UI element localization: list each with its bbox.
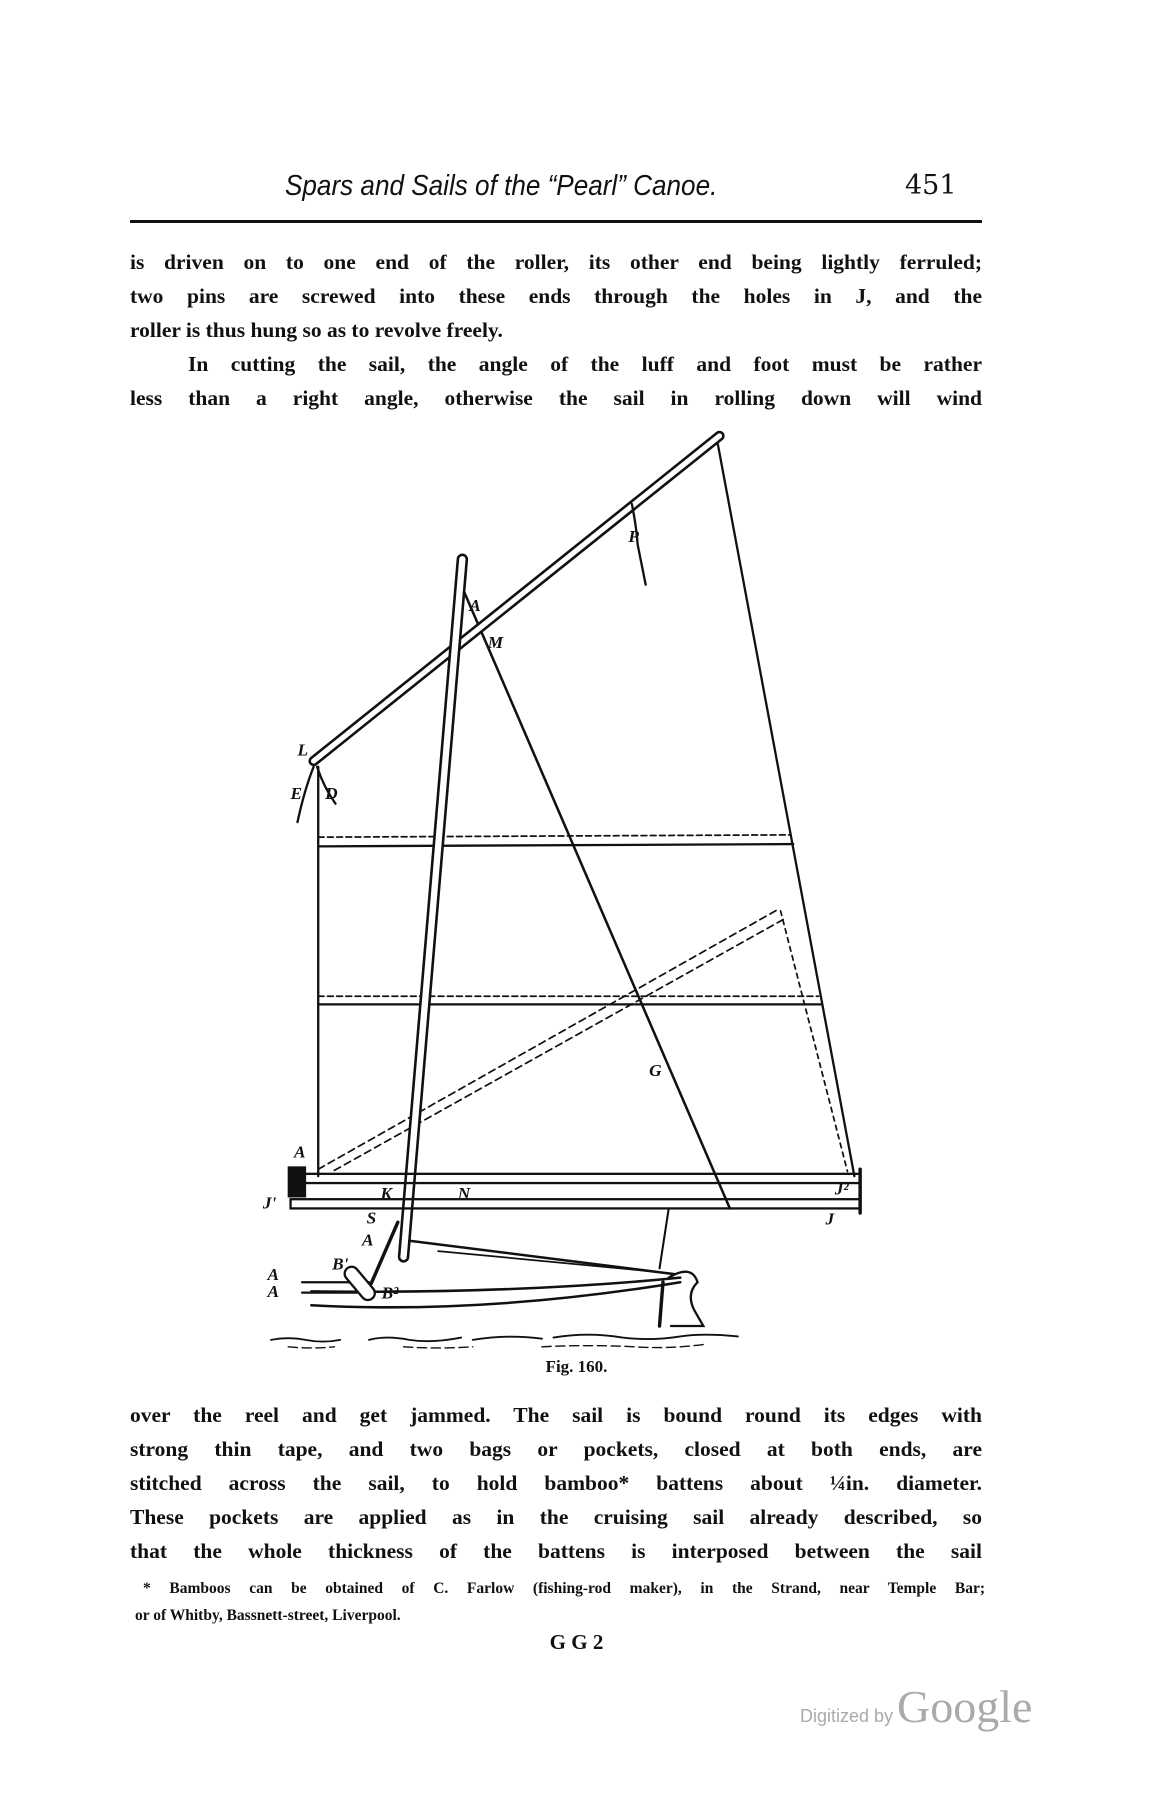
label-b2: B² xyxy=(381,1283,399,1303)
label-j-prime: J' xyxy=(262,1193,277,1213)
text-line: roller is thus hung so as to revolve freely. xyxy=(130,318,503,342)
label-b-prime: B' xyxy=(332,1254,349,1274)
text-line: is driven on to one end of the roller, its other end being lightly ferruled; xyxy=(130,250,982,274)
label-a: A xyxy=(362,1230,374,1250)
google-watermark xyxy=(800,1680,1032,1733)
label-s: S xyxy=(366,1208,377,1228)
label-n: N xyxy=(457,1184,471,1204)
roller-boom xyxy=(297,1174,860,1183)
text-line: two pins are screwed into these ends through the holes in J, and the xyxy=(130,284,982,308)
running-header-title: Spars and Sails of the “Pearl” Canoe. xyxy=(285,170,718,202)
label-a: A xyxy=(267,1282,280,1302)
figure-caption: Fig. 160. xyxy=(545,1357,608,1376)
label-a: A xyxy=(267,1264,280,1284)
text-line: that the whole thickness of the battens is interposed between the sail xyxy=(130,1539,982,1563)
label-m: M xyxy=(487,633,504,653)
label-j2: J² xyxy=(834,1179,849,1199)
watermark-prefix: Digitized by xyxy=(800,1706,894,1726)
reefed-luff-dashed xyxy=(318,909,779,1170)
label-g: G xyxy=(649,1060,662,1080)
text-line: In cutting the sail, the angle of the luff and foot must be rather xyxy=(188,352,982,376)
rudder xyxy=(669,1272,704,1326)
signature-mark: G G 2 xyxy=(549,1630,604,1654)
page-number: 451 xyxy=(905,170,957,201)
reefed-luff-dashed-2 xyxy=(334,919,784,1170)
lower-boom xyxy=(291,1199,861,1208)
label-l: L xyxy=(297,740,309,760)
label-e: E xyxy=(290,784,303,804)
sail-leech xyxy=(717,441,854,1177)
watermark-brand: Google xyxy=(897,1681,1033,1732)
label-a: A xyxy=(294,1142,306,1162)
text-line: strong thin tape, and two bags or pockets, closed at both ends, are xyxy=(130,1437,982,1461)
label-d: D xyxy=(325,784,338,804)
batten-upper-dotted xyxy=(318,835,791,837)
label-a: A xyxy=(469,596,481,616)
halyard-line xyxy=(464,590,730,1208)
text-line: over the reel and get jammed. The sail is bound round its edges with xyxy=(130,1403,982,1427)
body-text-bottom xyxy=(130,1398,982,1568)
reefed-leech-dotted xyxy=(781,911,848,1172)
text-line: less than a right angle, otherwise the sail in rolling down will wind xyxy=(130,386,982,410)
label-j: J xyxy=(825,1209,835,1229)
text-line: These pockets are applied as in the cruising sail already described, so xyxy=(130,1505,982,1529)
footnote xyxy=(135,1575,985,1629)
text-line: stitched across the sail, to hold bamboo* battens about ¼in. diameter. xyxy=(130,1471,982,1495)
footnote-line: or of Whitby, Bassnett-street, Liverpool. xyxy=(135,1607,401,1624)
reel-block xyxy=(288,1167,305,1197)
label-p: P xyxy=(628,526,639,546)
label-k: K xyxy=(380,1184,393,1204)
water-waves xyxy=(271,1335,738,1342)
batten-upper xyxy=(318,844,793,846)
footnote-line: * Bamboos can be obtained of C. Farlow (fishing-rod maker), in the Strand, near Temple Bar; xyxy=(143,1580,985,1597)
